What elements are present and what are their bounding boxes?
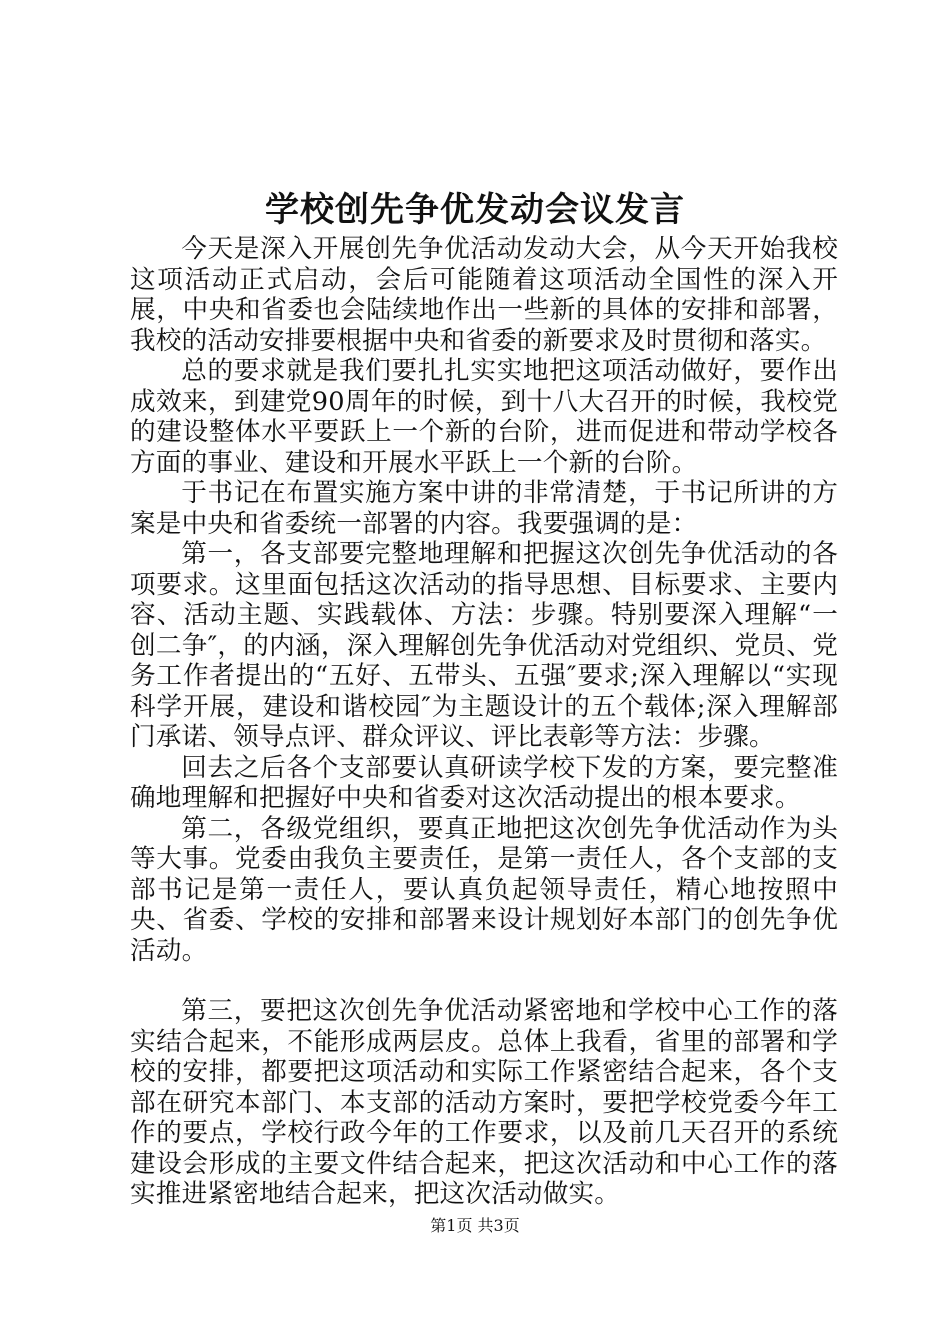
document-body <box>130 234 838 1210</box>
paragraph-secretary-plan: 于书记在布置实施方案中讲的非常清楚，于书记所讲的方案是中央和省委统一部署的内容。我要强调的是： <box>130 478 838 539</box>
paragraph-point-three: 第三，要把这次创先争优活动紧密地和学校中心工作的落实结合起来，不能形成两层皮。总体上我看，省里的部署和学校的安排，都要把这项活动和实际工作紧密结合起来，各个支部在研究本部门、本支部的活动方案时，要把学校党委今年工作的要点，学校行政今年的工作要求，以及前几天召开的系统建设会形成的主要文件结合起来，把这次活动和中心工作的落实推进紧密地结合起来，把这次活动做实。 <box>130 996 838 1209</box>
paragraph-point-two: 第二，各级党组织，要真正地把这次创先争优活动作为头等大事。党委由我负主要责任，是第一责任人，各个支部的支部书记是第一责任人，要认真负起领导责任，精心地按照中央、省委、学校的安排和部署来设计规划好本部门的创先争优活动。 <box>130 813 838 966</box>
paragraph-study-plan: 回去之后各个支部要认真研读学校下发的方案，要完整准确地理解和把握好中央和省委对这次活动提出的根本要求。 <box>130 752 838 813</box>
paragraph-intro: 今天是深入开展创先争优活动发动大会，从今天开始我校这项活动正式启动，会后可能随着这项活动全国性的深入开展，中央和省委也会陆续地作出一些新的具体的安排和部署，我校的活动安排要根据中央和省委的新要求及时贯彻和落实。 <box>130 234 838 356</box>
paragraph-overall-requirement: 总的要求就是我们要扎扎实实地把这项活动做好，要作出成效来，到建党90周年的时候，到十八大召开的时候，我校党的建设整体水平要跃上一个新的台阶，进而促进和带动学校各方面的事业、建设和开展水平跃上一个新的台阶。 <box>130 356 838 478</box>
document-title: 学校创先争优发动会议发言 <box>265 190 685 230</box>
page-number-footer: 第1页 共3页 <box>430 1216 520 1235</box>
paragraph-point-one: 第一，各支部要完整地理解和把握这次创先争优活动的各项要求。这里面包括这次活动的指导思想、目标要求、主要内容、活动主题、实践载体、方法：步骤。特别要深入理解“一创二争″，的内涵，深入理解创先争优活动对党组织、党员、党务工作者提出的“五好、五带头、五强″要求;深入理解以“实现科学开展，建设和谐校园″为主题设计的五个载体;深入理解部门承诺、领导点评、群众评议、评比表彰等方法：步骤。 <box>130 539 838 752</box>
